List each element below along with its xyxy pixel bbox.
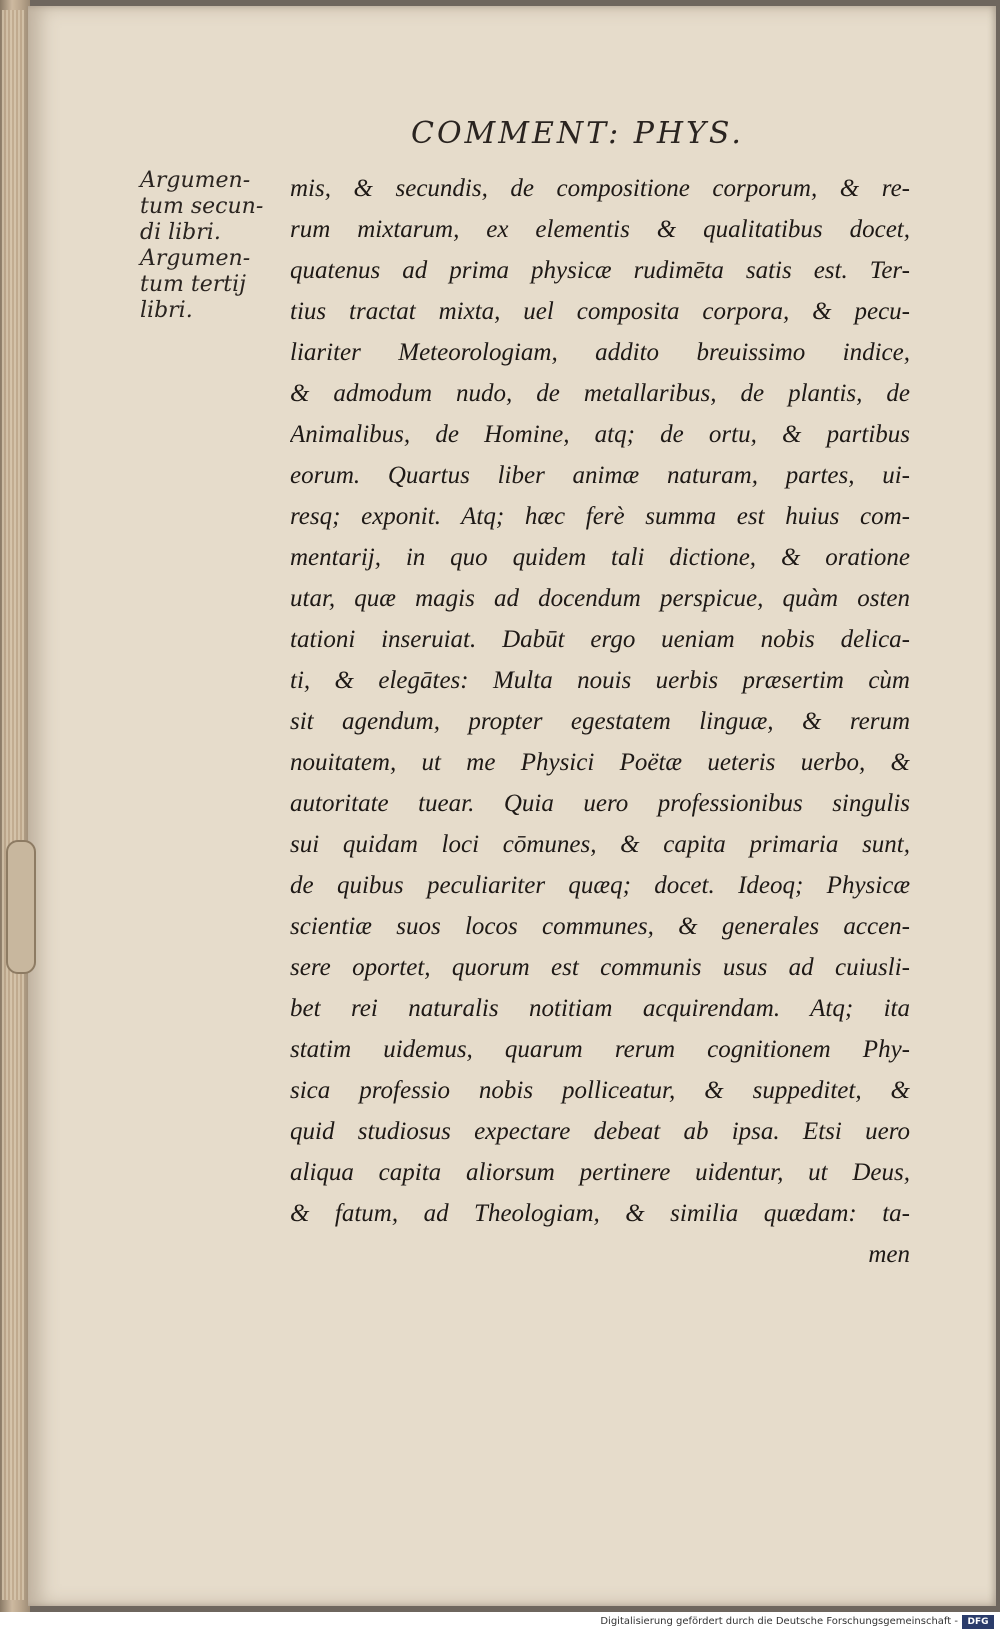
running-head: COMMENT: PHYS. <box>411 116 744 151</box>
text-line: aliqua capita aliorsum pertinere uidentur, ut Deus, <box>290 1159 910 1186</box>
book-edge <box>0 0 30 1612</box>
book-clasp <box>6 840 36 974</box>
margin-note-line: tum tertij <box>140 272 246 297</box>
text-line: de quibus peculiariter quæq; docet. Ideoq; Physicæ <box>290 872 910 899</box>
margin-note-line: Argumen- <box>140 246 251 271</box>
text-line: Animalibus, de Homine, atq; de ortu, & partibus <box>290 421 910 448</box>
text-line: utar, quæ magis ad docendum perspicue, quàm osten <box>290 585 910 612</box>
text-line: autoritate tuear. Quia uero professionibus singulis <box>290 790 910 817</box>
dfg-logo-icon: DFG <box>962 1615 994 1629</box>
catchword: men <box>868 1241 910 1268</box>
text-line: sit agendum, propter egestatem linguæ, & rerum <box>290 708 910 735</box>
margin-note-line: Argumen- <box>140 168 251 193</box>
margin-note-line: di libri. <box>140 220 221 245</box>
text-line: tius tractat mixta, uel composita corpora, & pecu- <box>290 298 910 325</box>
footer-bar <box>0 1612 1000 1635</box>
text-line: nouitatem, ut me Physici Poëtæ ueteris uerbo, & <box>290 749 910 776</box>
text-line: scientiæ suos locos communes, & generales accen- <box>290 913 910 940</box>
text-line: quid studiosus expectare debeat ab ipsa. Etsi uero <box>290 1118 910 1145</box>
margin-note-line: libri. <box>140 298 193 323</box>
text-line: & fatum, ad Theologiam, & similia quædam: ta- <box>290 1200 910 1227</box>
margin-notes <box>140 168 290 324</box>
text-line: sere oportet, quorum est communis usus ad cuiusli- <box>290 954 910 981</box>
text-line: statim uidemus, quarum rerum cognitionem Phy- <box>290 1036 910 1063</box>
text-line: & admodum nudo, de metallaribus, de plantis, de <box>290 380 910 407</box>
text-line: mentarij, in quo quidem tali dictione, & oratione <box>290 544 910 571</box>
text-line: resq; exponit. Atq; hæc ferè summa est huius com- <box>290 503 910 530</box>
text-line: quatenus ad prima physicæ rudimēta satis est. Ter- <box>290 257 910 284</box>
text-line: sica professio nobis polliceatur, & suppeditet, & <box>290 1077 910 1104</box>
margin-note-line: tum secun- <box>140 194 264 219</box>
text-line: tationi inseruiat. Dabūt ergo ueniam nobis delica- <box>290 626 910 653</box>
text-line: liariter Meteorologiam, addito breuissimo indice, <box>290 339 910 366</box>
footer-credit: Digitalisierung gefördert durch die Deutsche Forschungsgemeinschaft - <box>600 1616 958 1627</box>
text-line: mis, & secundis, de compositione corporum, & re- <box>290 175 910 202</box>
text-line: rum mixtarum, ex elementis & qualitatibus docet, <box>290 216 910 243</box>
text-line: sui quidam loci cōmunes, & capita primaria sunt, <box>290 831 910 858</box>
page-edges <box>2 10 24 1600</box>
text-line: bet rei naturalis notitiam acquirendam. Atq; ita <box>290 995 910 1022</box>
book-page <box>28 6 996 1606</box>
body-text <box>290 168 910 1275</box>
text-line: eorum. Quartus liber animæ naturam, partes, ui- <box>290 462 910 489</box>
text-line: ti, & elegātes: Multa nouis uerbis præsertim cùm <box>290 667 910 694</box>
